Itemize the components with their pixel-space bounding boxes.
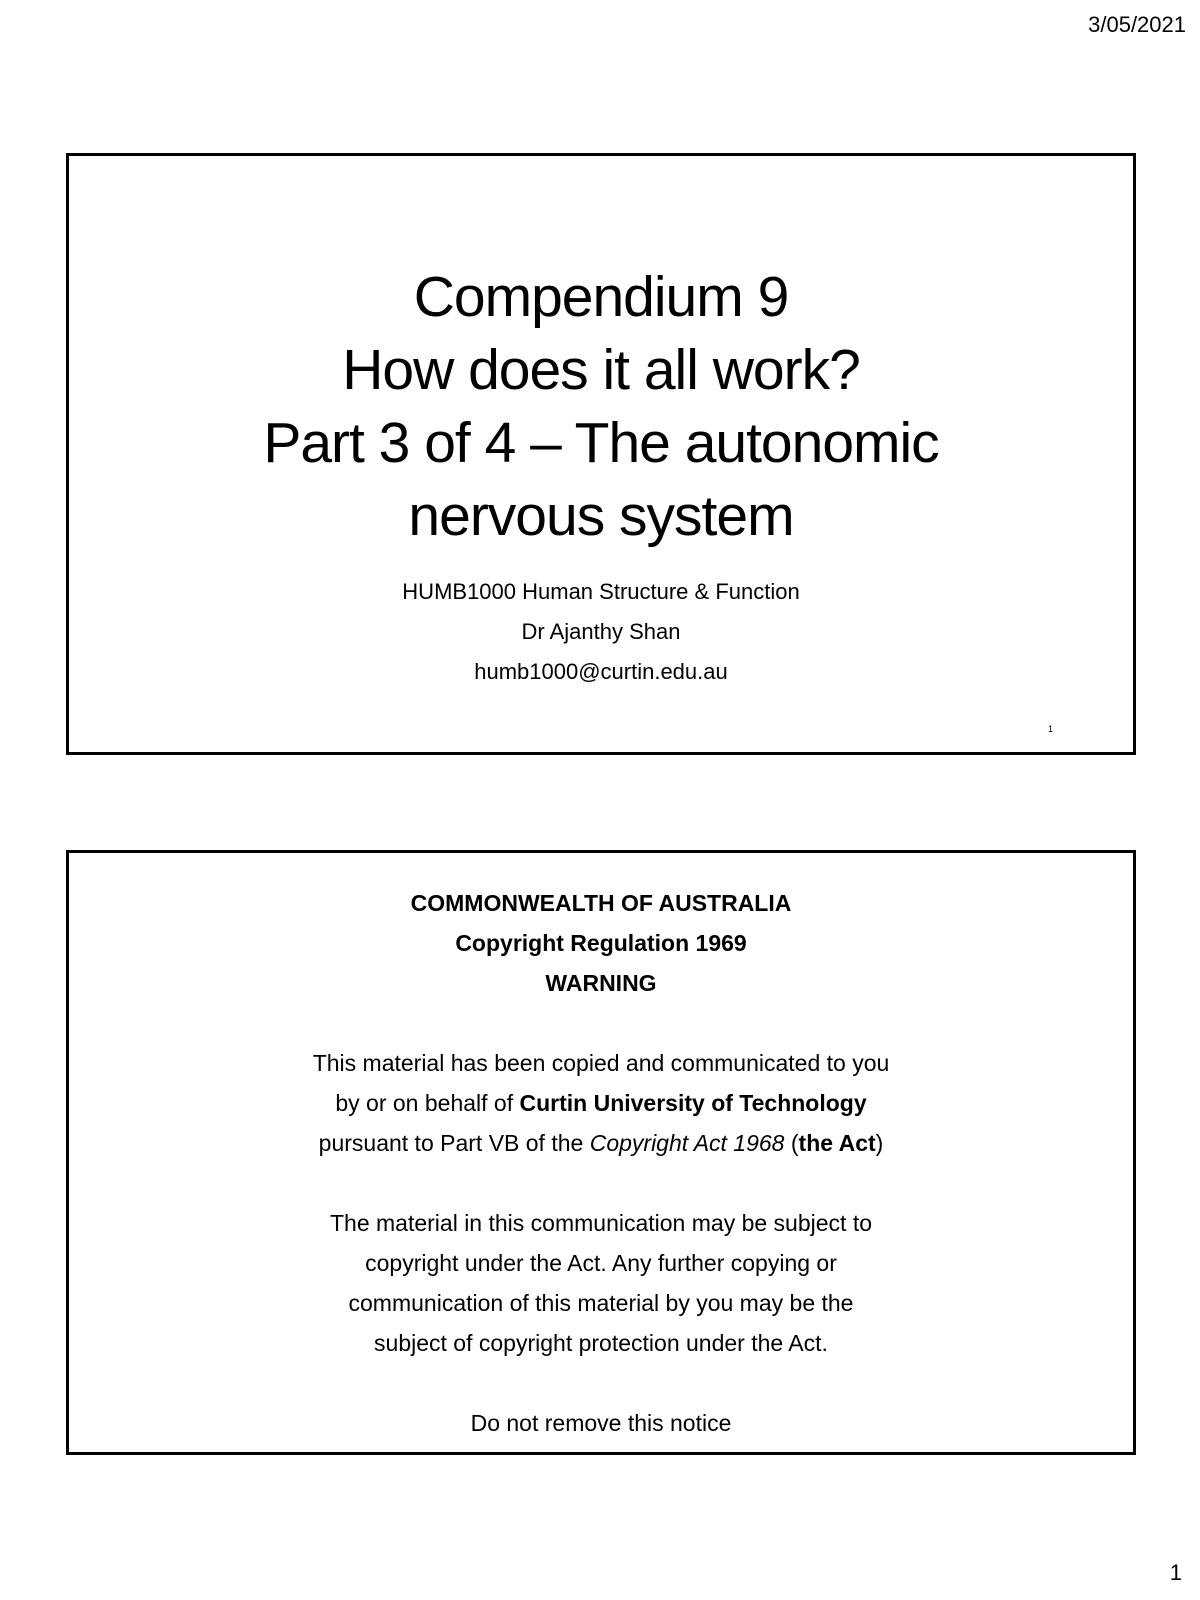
page-number: 1 [1169,1560,1182,1585]
act-name: Copyright Act 1968 [589,1130,785,1156]
title-line: How does it all work? [342,338,860,402]
slide-number: 1 [1047,724,1053,734]
notice-heading: COMMONWEALTH OF AUSTRALIA [410,890,792,916]
notice-warning: WARNING [545,970,657,996]
notice-footer: Do not remove this notice [470,1410,732,1436]
notice-paragraph-line [69,1083,1133,1123]
spacer [69,1363,1133,1403]
course-name: HUMB1000 Human Structure & Function [402,579,800,604]
slide-subtitle [69,572,1133,692]
copyright-notice [69,883,1133,1443]
page-date: 3/05/2021 [1088,12,1186,37]
title-line: Compendium 9 [413,265,789,329]
text-run: by or on behalf of [335,1090,520,1116]
notice-paragraph-line: communication of this material by you may be the [348,1290,854,1316]
title-line: nervous system [408,484,794,548]
author-name: Dr Ajanthy Shan [521,619,681,644]
notice-paragraph-line: copyright under the Act. Any further copying or [365,1250,837,1276]
act-short-name: the Act [798,1130,876,1156]
university-name: Curtin University of Technology [519,1090,867,1116]
text-run: ( [784,1130,799,1156]
text-run: pursuant to Part VB of the [318,1130,590,1156]
title-line: Part 3 of 4 – The autonomic [263,411,939,475]
notice-paragraph-line: The material in this communication may be subject to [329,1210,873,1236]
spacer [69,1003,1133,1043]
notice-paragraph-line: This material has been copied and communicated to you [312,1050,890,1076]
notice-paragraph-line [69,1123,1133,1163]
copyright-slide [66,850,1136,1455]
slide-title [69,261,1133,553]
notice-regulation: Copyright Regulation 1969 [455,930,747,956]
contact-email: humb1000@curtin.edu.au [474,659,728,684]
text-run: ) [875,1130,884,1156]
notice-paragraph-line: subject of copyright protection under the Act. [374,1330,828,1356]
title-slide [66,153,1136,755]
spacer [69,1163,1133,1203]
